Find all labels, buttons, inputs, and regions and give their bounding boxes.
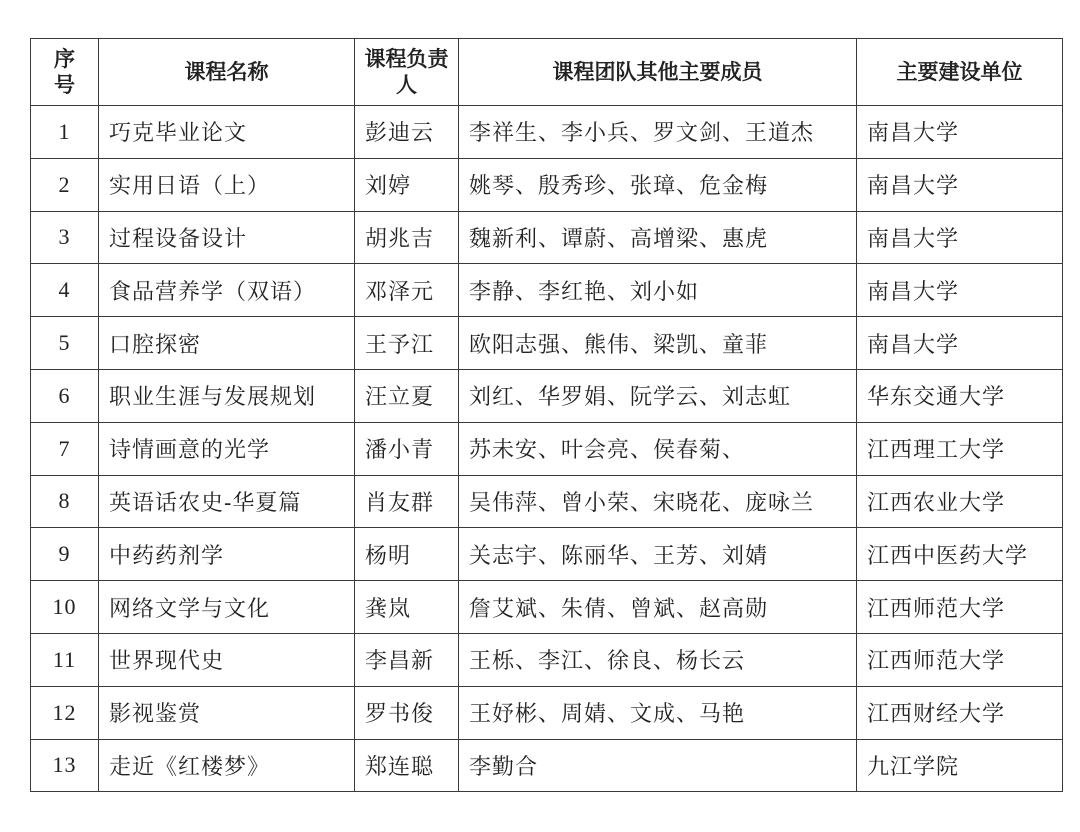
unit-name: 江西财经大学	[857, 686, 1063, 739]
row-number: 6	[31, 369, 99, 422]
team-members: 吴伟萍、曾小荣、宋晓花、庞咏兰	[459, 475, 857, 528]
table-row	[31, 264, 1063, 317]
course-name: 世界现代史	[99, 633, 355, 686]
row-number: 13	[31, 739, 99, 792]
team-members: 詹艾斌、朱倩、曾斌、赵高勋	[459, 581, 857, 634]
course-lead: 罗书俊	[355, 686, 459, 739]
course-name: 影视鉴赏	[99, 686, 355, 739]
course-lead: 彭迪云	[355, 106, 459, 159]
unit-name: 南昌大学	[857, 317, 1063, 370]
unit-name: 江西农业大学	[857, 475, 1063, 528]
course-lead: 郑连聪	[355, 739, 459, 792]
unit-name: 南昌大学	[857, 106, 1063, 159]
course-lead: 肖友群	[355, 475, 459, 528]
table-row	[31, 211, 1063, 264]
team-members: 李静、李红艳、刘小如	[459, 264, 857, 317]
table-row	[31, 422, 1063, 475]
course-lead: 刘婷	[355, 158, 459, 211]
row-number: 7	[31, 422, 99, 475]
unit-name: 九江学院	[857, 739, 1063, 792]
row-number: 11	[31, 633, 99, 686]
course-name: 口腔探密	[99, 317, 355, 370]
unit-name: 南昌大学	[857, 211, 1063, 264]
course-lead: 王予江	[355, 317, 459, 370]
row-number: 10	[31, 581, 99, 634]
table-row	[31, 158, 1063, 211]
row-number: 1	[31, 106, 99, 159]
table-row	[31, 686, 1063, 739]
course-name: 实用日语（上）	[99, 158, 355, 211]
course-name: 网络文学与文化	[99, 581, 355, 634]
unit-name: 南昌大学	[857, 264, 1063, 317]
course-lead: 李昌新	[355, 633, 459, 686]
course-name: 走近《红楼梦》	[99, 739, 355, 792]
row-number: 2	[31, 158, 99, 211]
row-number: 3	[31, 211, 99, 264]
course-name: 职业生涯与发展规划	[99, 369, 355, 422]
course-name: 诗情画意的光学	[99, 422, 355, 475]
unit-name: 南昌大学	[857, 158, 1063, 211]
team-members: 李勤合	[459, 739, 857, 792]
team-members: 刘红、华罗娟、阮学云、刘志虹	[459, 369, 857, 422]
table-row	[31, 633, 1063, 686]
course-name: 过程设备设计	[99, 211, 355, 264]
course-lead: 邓泽元	[355, 264, 459, 317]
unit-name: 江西理工大学	[857, 422, 1063, 475]
course-lead: 潘小青	[355, 422, 459, 475]
course-table	[30, 38, 1063, 792]
table-row	[31, 739, 1063, 792]
team-members: 欧阳志强、熊伟、梁凯、童菲	[459, 317, 857, 370]
course-name: 中药药剂学	[99, 528, 355, 581]
table-row	[31, 528, 1063, 581]
team-members: 王栎、李江、徐良、杨长云	[459, 633, 857, 686]
table-row	[31, 581, 1063, 634]
course-lead: 龚岚	[355, 581, 459, 634]
course-name: 英语话农史-华夏篇	[99, 475, 355, 528]
team-members: 关志宇、陈丽华、王芳、刘婧	[459, 528, 857, 581]
header-team-members: 课程团队其他主要成员	[459, 39, 857, 106]
team-members: 苏未安、叶会亮、侯春菊、	[459, 422, 857, 475]
team-members: 王妤彬、周婧、文成、马艳	[459, 686, 857, 739]
header-course-name: 课程名称	[99, 39, 355, 106]
table-row	[31, 475, 1063, 528]
course-lead: 杨明	[355, 528, 459, 581]
row-number: 9	[31, 528, 99, 581]
unit-name: 江西师范大学	[857, 581, 1063, 634]
row-number: 5	[31, 317, 99, 370]
row-number: 8	[31, 475, 99, 528]
table-row	[31, 317, 1063, 370]
unit-name: 江西中医药大学	[857, 528, 1063, 581]
table-row	[31, 106, 1063, 159]
team-members: 李祥生、李小兵、罗文剑、王道杰	[459, 106, 857, 159]
table-row	[31, 369, 1063, 422]
header-course-lead: 课程负责人	[355, 39, 459, 106]
course-lead: 胡兆吉	[355, 211, 459, 264]
course-name: 食品营养学（双语）	[99, 264, 355, 317]
header-row	[31, 39, 1063, 106]
course-lead: 汪立夏	[355, 369, 459, 422]
unit-name: 江西师范大学	[857, 633, 1063, 686]
row-number: 12	[31, 686, 99, 739]
unit-name: 华东交通大学	[857, 369, 1063, 422]
row-number: 4	[31, 264, 99, 317]
header-unit: 主要建设单位	[857, 39, 1063, 106]
team-members: 姚琴、殷秀珍、张璋、危金梅	[459, 158, 857, 211]
course-name: 巧克毕业论文	[99, 106, 355, 159]
team-members: 魏新利、谭蔚、高增梁、惠虎	[459, 211, 857, 264]
header-no: 序号	[31, 39, 99, 106]
